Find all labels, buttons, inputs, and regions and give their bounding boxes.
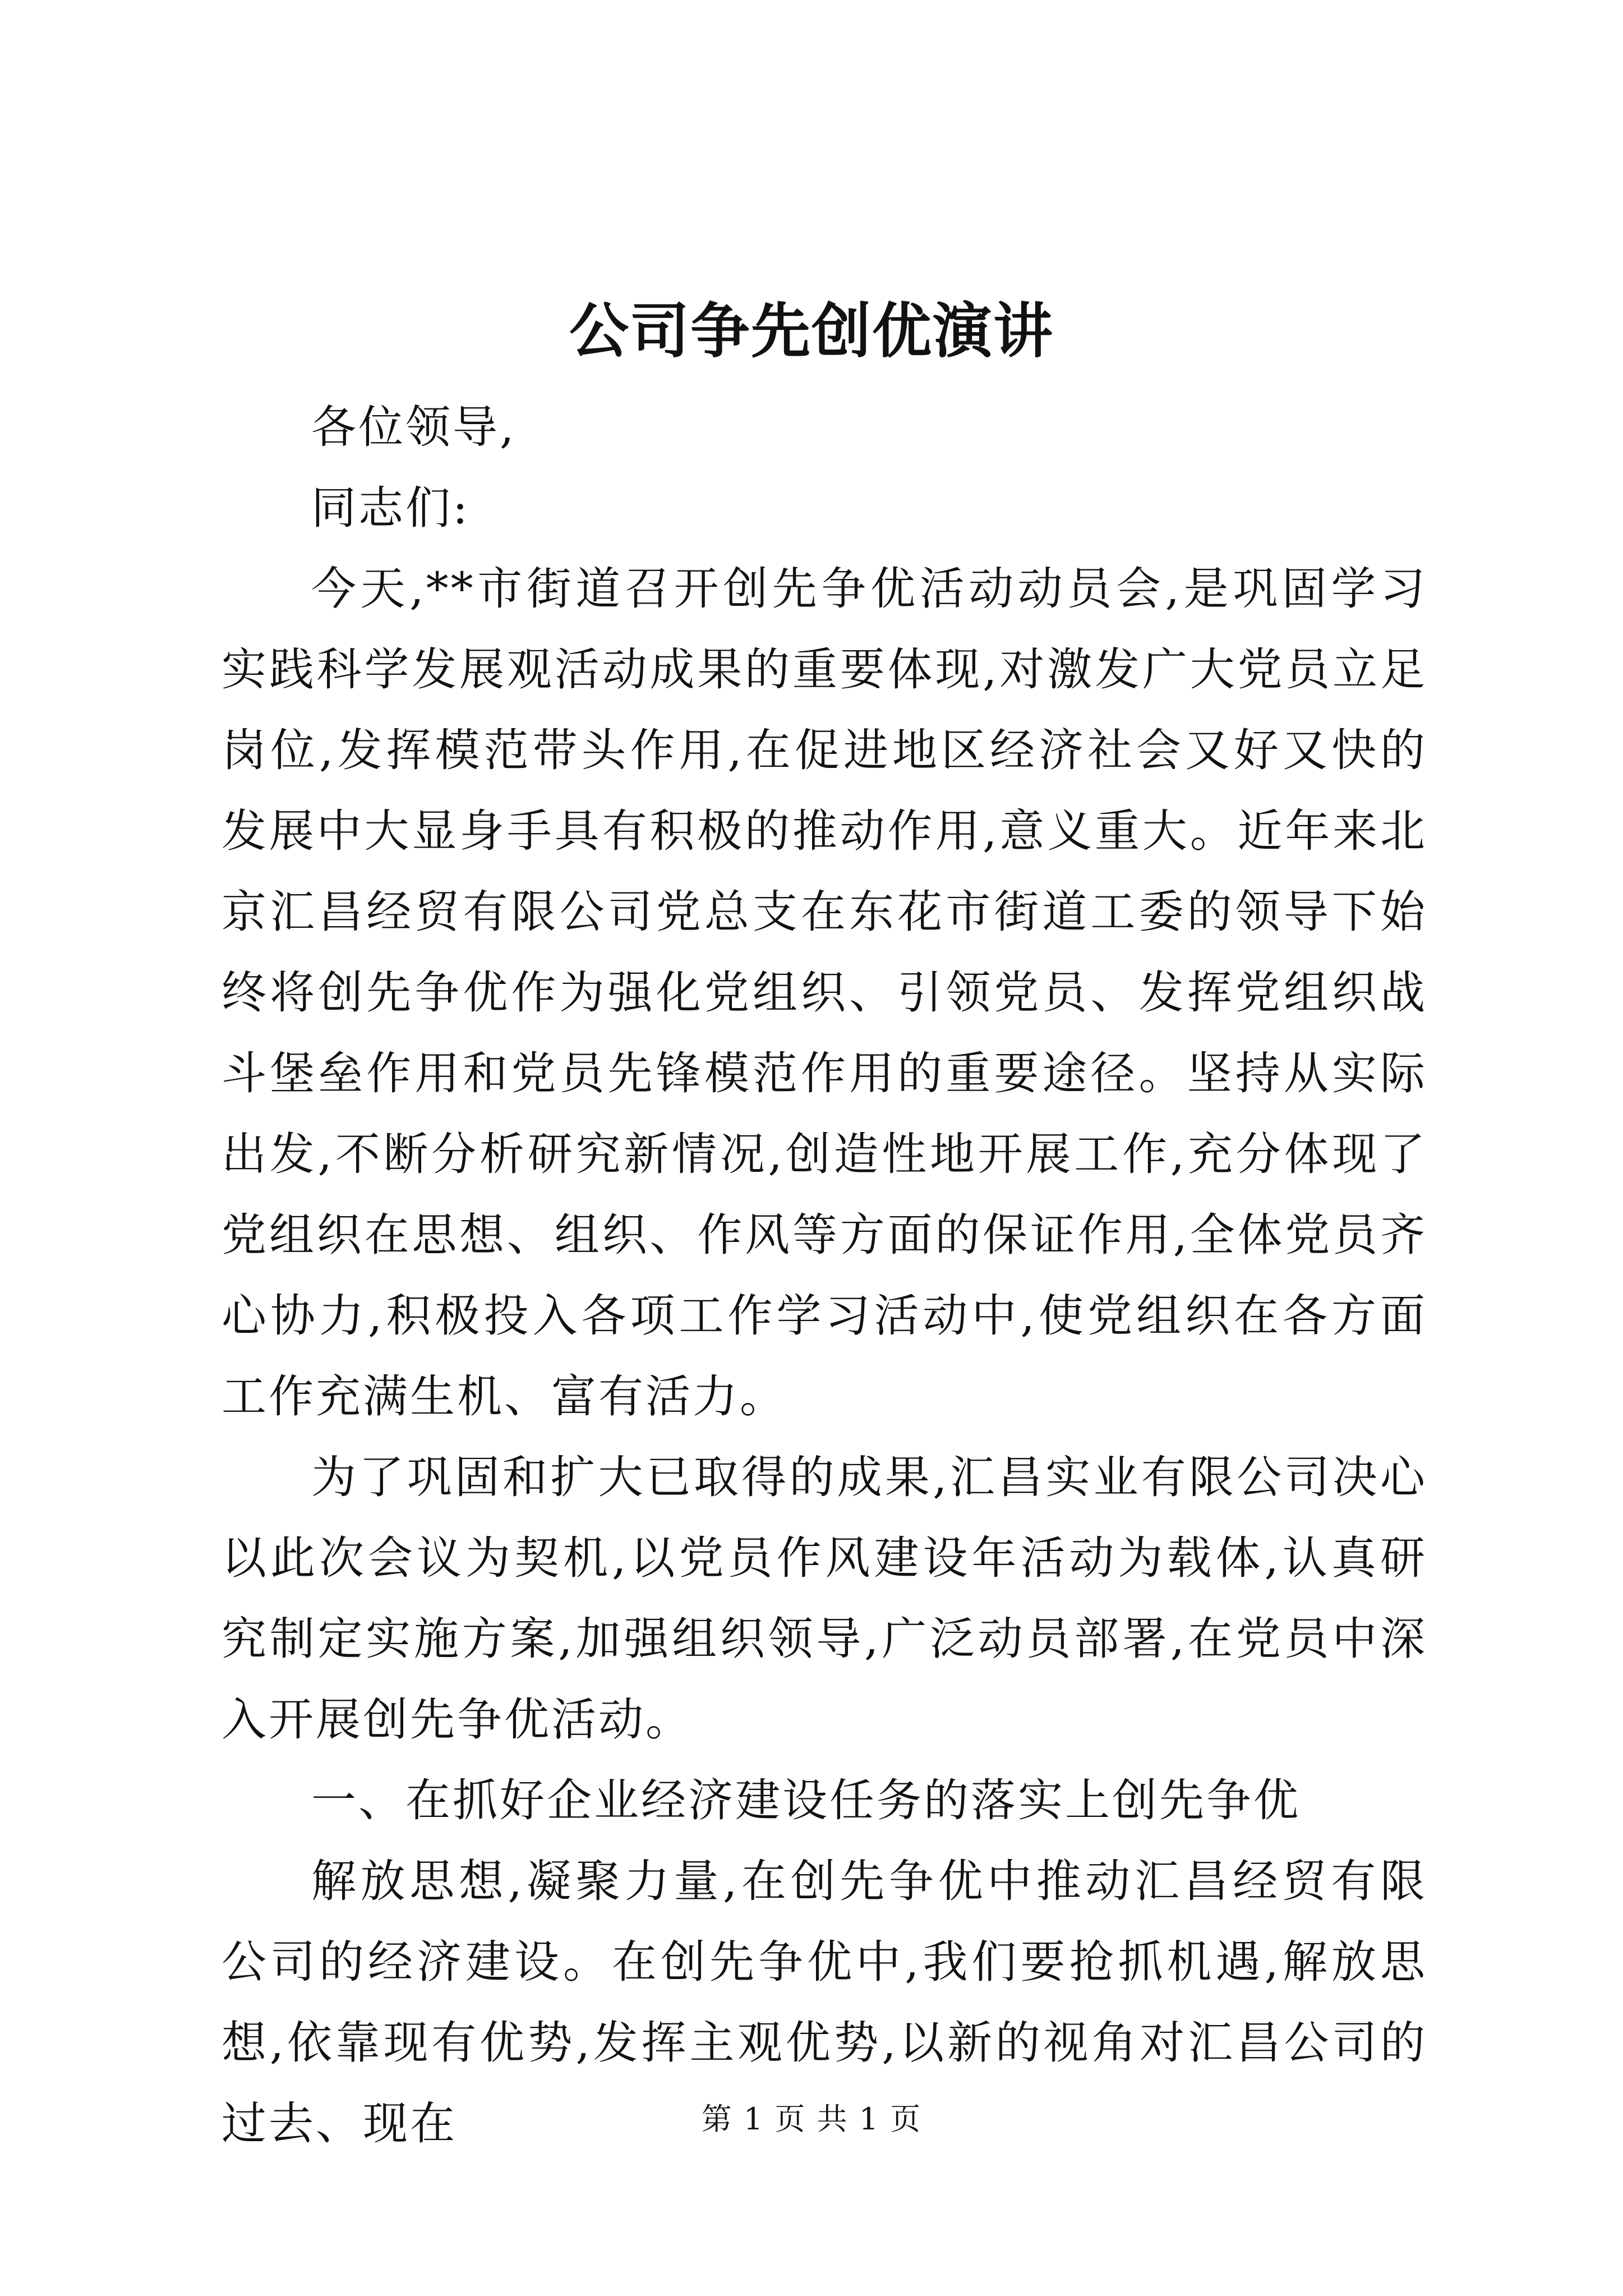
paragraph-intro: 今天,**市街道召开创先争优活动动员会,是巩固学习实践科学发展观活动成果的重要体现,对激发广大党员立足岗位,发挥模范带头作用,在促进地区经济社会又好又快的发展中大显身手具有积极的推动作用,意义重大。近年来北京汇昌经贸有限公司党总支在东花市街道工委的领导下始终将创先争优作为强化党组织、引领党员、发挥党组织战斗堡垒作用和党员先锋模范作用的重要途径。坚持从实际出发,不断分析研究新情况,创造性地开展工作,充分体现了党组织在思想、组织、作风等方面的保证作用,全体党员齐心协力,积极投入各项工作学习活动中,使党组织在各方面工作充满生机、富有活力。	[222, 563, 1427, 1423]
paragraph-salutation-1: 各位领导,	[311, 401, 517, 453]
document-body	[222, 387, 1427, 2164]
paragraph-resolution: 为了巩固和扩大已取得的成果,汇昌实业有限公司决心以此次会议为契机,以党员作风建设年活动为载体,认真研究制定实施方案,加强组织领导,广泛动员部署,在党员中深入开展创先争优活动。	[222, 1451, 1427, 1746]
paragraph-salutation-2: 同志们:	[311, 482, 470, 534]
paragraph-section-1: 解放思想,凝聚力量,在创先争优中推动汇昌经贸有限公司的经济建设。在创先争优中,我们要抢抓机遇,解放思想,依靠现有优势,发挥主观优势,以新的视角对汇昌公司的过去、现在	[222, 1855, 1427, 2150]
document-title: 公司争先创优演讲	[569, 296, 1054, 366]
page-number-footer: 第 1 页 共 1 页	[701, 2101, 922, 2137]
section-heading-1: 一、在抓好企业经济建设任务的落实上创先争优	[311, 1774, 1301, 1826]
